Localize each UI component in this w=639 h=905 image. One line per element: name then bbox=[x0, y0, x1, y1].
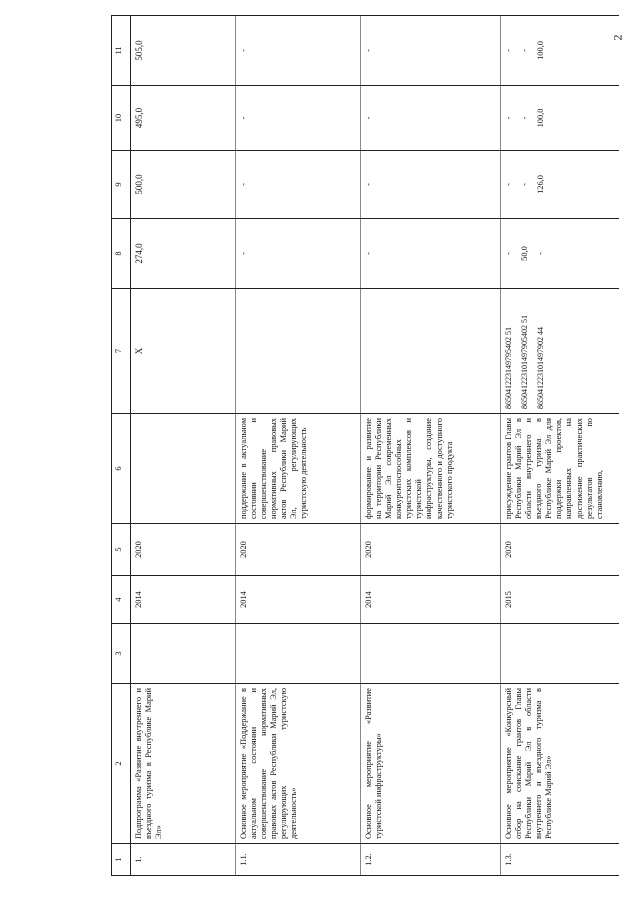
budget-code-line: 865041223101497905402 51 bbox=[520, 315, 529, 409]
value-line: 100,0 bbox=[536, 108, 545, 128]
col-header-10: 10 bbox=[112, 86, 131, 151]
row-value-col9: 500,0 bbox=[131, 151, 236, 219]
value-line: - bbox=[520, 49, 529, 52]
value-line: - bbox=[536, 252, 545, 255]
row-value-col10: 495,0 bbox=[131, 86, 236, 151]
col-header-1: 1 bbox=[112, 844, 131, 876]
col-header-6: 6 bbox=[112, 414, 131, 524]
row-budget-code bbox=[361, 289, 501, 414]
row-description bbox=[131, 414, 236, 524]
row-value-col10 bbox=[501, 86, 619, 151]
budget-table bbox=[111, 15, 619, 876]
row-title: Основное мероприятие «Поддержание в актуальном состоянии и совершенствование нормативных правовых актов Республики Марий Эл, регулирующих туристскую деятельность» bbox=[236, 684, 361, 844]
budget-table-container bbox=[111, 16, 619, 876]
row-value-col10: - bbox=[361, 86, 501, 151]
row-executor bbox=[361, 624, 501, 684]
row-end-year: 2020 bbox=[361, 524, 501, 576]
row-end-year: 2020 bbox=[236, 524, 361, 576]
row-end-year: 2020 bbox=[501, 524, 619, 576]
value-line: 100,0 bbox=[536, 41, 545, 60]
value-line: - bbox=[504, 49, 513, 52]
row-number: 1.3. bbox=[501, 844, 619, 876]
row-value-col11: 505,0 bbox=[131, 16, 236, 86]
col-header-8: 8 bbox=[112, 219, 131, 289]
col-header-7: 7 bbox=[112, 289, 131, 414]
page-number: 2 bbox=[610, 34, 625, 41]
row-executor bbox=[236, 624, 361, 684]
col-header-11: 11 bbox=[112, 16, 131, 86]
row-budget-codes bbox=[501, 289, 619, 414]
row-number: 1. bbox=[131, 844, 236, 876]
row-executor bbox=[131, 624, 236, 684]
value-line: 126,0 bbox=[536, 175, 545, 194]
row-number: 1.1. bbox=[236, 844, 361, 876]
row-description: присуждение грантов Главы Республики Марий Эл в области внутреннего и въездного туризма в Республике Марий Эл для поддержки проектов, направленных на достижение практических результатов по становлению, bbox=[501, 414, 619, 524]
budget-code-line: 865041223149795402 51 bbox=[504, 327, 513, 409]
table-row bbox=[361, 16, 501, 876]
value-line: - bbox=[504, 183, 513, 186]
row-value-col10: - bbox=[236, 86, 361, 151]
col-header-5: 5 bbox=[112, 524, 131, 576]
row-value-col11 bbox=[501, 16, 619, 86]
row-title: Основное мероприятие «Конкурсный отбор на соискание грантов Главы Республики Марий Эл в области внутреннего и въездного туризма в Республике Марий Эл» bbox=[501, 684, 619, 844]
col-header-4: 4 bbox=[112, 576, 131, 624]
row-budget-code: X bbox=[131, 289, 236, 414]
row-description: поддержание в актуальном состоянии и совершенствование нормативных правовых актов Республики Марий Эл, регулирующих туристскую деятельность bbox=[236, 414, 361, 524]
row-value-col8 bbox=[501, 219, 619, 289]
row-value-col9: - bbox=[236, 151, 361, 219]
budget-code-line: 865041223101497902 44 bbox=[536, 327, 545, 409]
header-row bbox=[112, 16, 131, 876]
row-executor bbox=[501, 624, 619, 684]
row-value-col8: 274,0 bbox=[131, 219, 236, 289]
row-start-year: 2014 bbox=[131, 576, 236, 624]
value-line: - bbox=[504, 252, 513, 255]
table-row bbox=[236, 16, 361, 876]
row-title: Подпрограмма «Развитие внутреннего и въездного туризма в Республике Марий Эл» bbox=[131, 684, 236, 844]
row-value-col8: - bbox=[236, 219, 361, 289]
row-start-year: 2014 bbox=[361, 576, 501, 624]
table-row bbox=[131, 16, 236, 876]
row-value-col9: - bbox=[361, 151, 501, 219]
row-title: Основное мероприятие «Развитие туристской инфраструктуры» bbox=[361, 684, 501, 844]
row-budget-code bbox=[236, 289, 361, 414]
col-header-9: 9 bbox=[112, 151, 131, 219]
row-start-year: 2014 bbox=[236, 576, 361, 624]
value-line: - bbox=[504, 116, 513, 120]
row-end-year: 2020 bbox=[131, 524, 236, 576]
value-line: - bbox=[520, 183, 529, 186]
row-description: формирование и развитие на территории Республики Марий Эл современных конкурентоспособных туристских комплексов и туристской инфраструктуры, создание качественного и доступного туристского продукта bbox=[361, 414, 501, 524]
value-line: 50,0 bbox=[520, 246, 529, 261]
table-row bbox=[501, 16, 619, 876]
row-value-col11: - bbox=[361, 16, 501, 86]
value-line: - bbox=[520, 116, 529, 120]
row-value-col9 bbox=[501, 151, 619, 219]
row-value-col11: - bbox=[236, 16, 361, 86]
row-start-year: 2015 bbox=[501, 576, 619, 624]
row-number: 1.2. bbox=[361, 844, 501, 876]
col-header-2: 2 bbox=[112, 684, 131, 844]
col-header-3: 3 bbox=[112, 624, 131, 684]
row-value-col8: - bbox=[361, 219, 501, 289]
